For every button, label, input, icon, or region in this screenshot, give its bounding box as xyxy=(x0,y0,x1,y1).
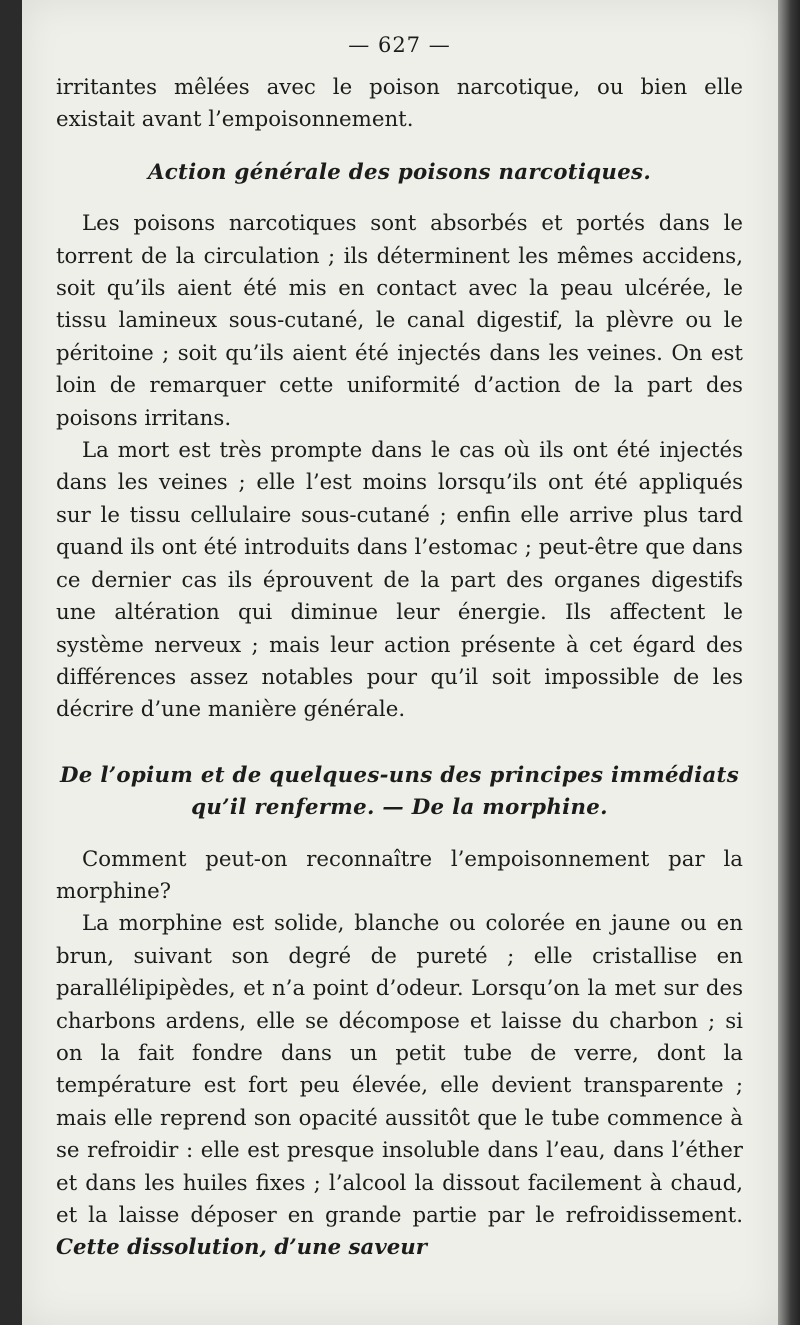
morphine-properties-text: La morphine est solide, blanche ou colorée en jaune ou en brun, suivant son degré de pureté ; elle cristallise en parallélipipèdes, et n’a point d’odeur. Lorsqu’on la met sur des charbons ardens, elle se décompose et laisse du charbon ; si on la fait fondre dans un petit tube de verre, dont la température est fort peu élevée, elle devient transparente ; mais elle reprend son opacité aussitôt que le tube commence à se refroidir : elle est presque insoluble dans l’eau, dans l’éther et dans les huiles fixes ; l’alcool la dissout facilement à chaud, et la laisse déposer en grande partie par le refroidissement. xyxy=(56,911,743,1228)
heading-line-2: qu’il renferme. — De la morphine. xyxy=(191,795,608,821)
section-heading-narcotic-action: Action générale des poisons narcotiques. xyxy=(147,159,652,185)
page-edge xyxy=(778,0,800,1325)
paragraph-death-speed: La mort est très prompte dans le cas où ils ont été injectés dans les veines ; elle l’est moins lorsqu’ils ont été appliqués sur le tissu cellulaire sous-cutané ; enfin elle arrive plus tard quand ils ont été introduits dans l’estomac ; peut-être que dans ce dernier cas ils éprouvent de la part des organes digestifs une altération qui diminue leur énergie. Ils affectent le système nerveux ; mais leur action présente à cet égard des différences assez notables pour qu’il soit impossible de les décrire d’une manière générale. xyxy=(56,438,743,723)
page-content xyxy=(56,30,743,1265)
heading-line-1: De l’opium et de quelques-uns des principes immédiats xyxy=(59,762,739,788)
section-heading-opium xyxy=(56,760,743,825)
paragraph-absorption: Les poisons narcotiques sont absorbés et portés dans le torrent de la circulation ; ils déterminent les mêmes accidens, soit qu’ils aient été mis en contact avec la peau ulcérée, le tissu lamineux sous-cutané, le canal digestif, la plèvre ou le péritoine ; soit qu’ils aient été injectés dans les veines. On est loin de remarquer cette uniformité d’action de la part des poisons irritans. xyxy=(56,211,743,431)
page-number: — 627 — xyxy=(348,33,451,57)
italic-emphasis: Cette dissolution, d’une saveur xyxy=(56,1235,427,1261)
paragraph-question: Comment peut-on reconnaître l’empoisonnement par la morphine? xyxy=(56,846,743,904)
paragraph-morphine-properties xyxy=(56,908,743,1264)
paragraph-continuation: irritantes mêlées avec le poison narcotique, ou bien elle existait avant l’empoisonnement. xyxy=(56,75,743,133)
